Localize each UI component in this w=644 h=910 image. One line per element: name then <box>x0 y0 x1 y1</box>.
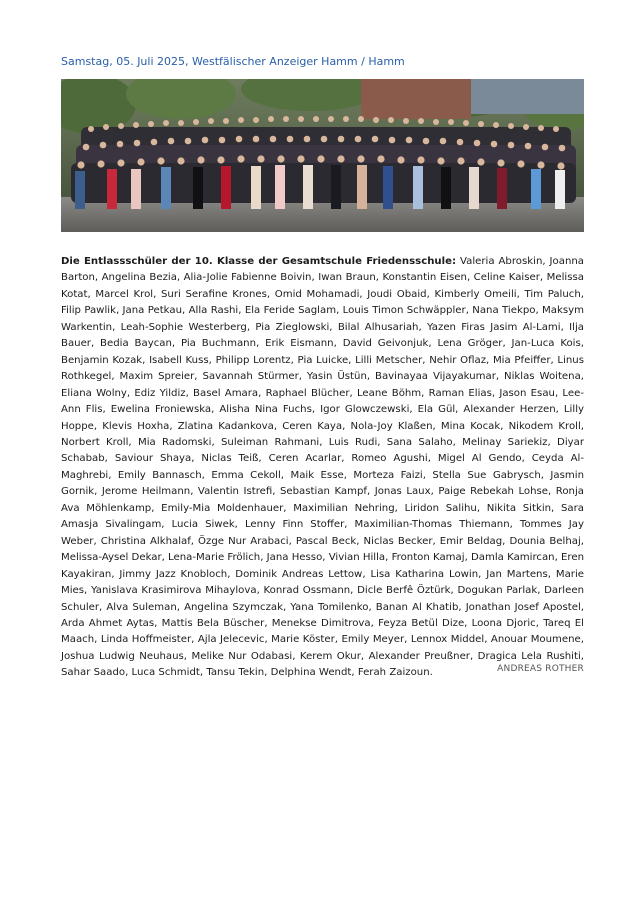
group-photo-image <box>61 79 584 232</box>
dateline: Samstag, 05. Juli 2025, Westfälischer Anzeiger Hamm / Hamm <box>61 55 405 68</box>
article-lead: Die Entlassschüler der 10. Klasse der Gesamtschule Friedensschule: <box>61 256 456 267</box>
photo-credit: ANDREAS ROTHER <box>497 664 584 674</box>
class-group-photo <box>61 79 584 232</box>
article-body: Valeria Abroskin, Joanna Barton, Angelina Bezia, Alia-Jolie Fabienne Boivin, Iwan Braun, Konstantin Eisen, Celine Kaiser, Melissa Kotat, Marcel Krol, Suri Serafine Krones, Omid Mohamadi, Joudi Obaid, Kimberly Omeili, Tim Paluch, Filip Pawlik, Jana Petkau, Alla Rashi, Ela Feride Saglam, Louis Timon Schwäppler, Nana Tiekpo, Maksym Warkentin, Leah-Sophie Westerberg, Pia Zieglowski, Bilal Alhusariah, Yazen Firas Jasim Al-Lami, Ilja Bauer, Bedia Baycan, Pia Buchmann, Erik Eismann, David Geivonjuk, Lena Gröger, Jan-Luca Kois, Benjamin Kozak, Isabell Kuss, Philipp Lorentz, Pia Luicke, Lilli Metscher, Nehir Oflaz, Mia Pfeiffer, Linus Rothkegel, Maxim Spreier, Savannah Stürmer, Yasin Üstün, Bavinayaa Vijayakumar, Niklas Woitena, Eliana Wolny, Ediz Yildiz, Basel Amara, Raphael Blücher, Leane Böhm, Raman Elias, Jason Esau, Lee-Ann Flis, Ewelina Froniewska, Alisha Nina Fuchs, Igor Glowczewski, Ela Gül, Alexander Herzen, Lilly Hoppe, Klevis Hoxha, Zlatina Kadankova, Ceren Kaya, Nola-Joy Klaßen, Mina Kocak, Nikodem Kroll, Norbert Kroll, Mia Radomski, Suleiman Rahmani, Luis Rudi, Sana Salaho, Melinay Sariekiz, Diyar Schabab, Saviour Shaya, Niclas Teiß, Ceren Acarlar, Romeo Agushi, Migel Al Gendo, Ceyda Al-Maghrebi, Emily Bannasch, Emma Cekoll, Maik Esse, Morteza Faizi, Stella Sue Gabrysch, Jasmin Gornik, Jerome Heilmann, Valentin Istrefi, Sebastian Kampf, Jonas Laux, Paige Rebekah Lohse, Ronja Ava Möhlenkamp, Emily-Mia Moldenhauer, Maximilian Nehring, Liridon Salihu, Nikita Sitkin, Sara Amasja Sivalingam, Lucia Siwek, Lenny Finn Stoffer, Maximilian-Thomas Thiemann, Tommes Jay Weber, Christina Alkhalaf, Özge Nur Arabaci, Pascal Beck, Niclas Becker, Emir Beldag, Dounia Belhaj, Melissa-Aysel Dekar, Lena-Marie Frölich, Jana Hesso, Vivian Hilla, Fronton Kamaj, Damla Kamircan, Eren Kayakiran, Jimmy Jazz Knobloch, Dominik Andreas Lettow, Lisa Katharina Lowin, Jan Martens, Marie Mies, Yanislava Krasimirova Mihaylova, Konrad Ossmann, Dicle Berfê Öztürk, Dogukan Parlak, Darleen Schuler, Alva Suleman, Angelina Szymczak, Yana Tomilenko, Banan Al Khatib, Jonathan Josef Apostel, Arda Ahmet Aytas, Mattis Bela Büscher, Menekse Dimitrova, Feyza Betül Dize, Loona Djoric, Tareq El Maach, Linda Hoffmeister, Ajla Jelecevic, Marie Köster, Emily Meyer, Lennox Middel, Anouar Moumene, Joshua Ludwig Neuhaus, Melike Nur Odabasi, Kerem Okur, Alexander Preußner, Dragica Lela Rushiti, Sahar Saado, Luca Schmidt, Tansu Tekin, Delphina Wendt, Ferah Zaizoun. <box>61 256 584 679</box>
article-text <box>61 254 584 682</box>
